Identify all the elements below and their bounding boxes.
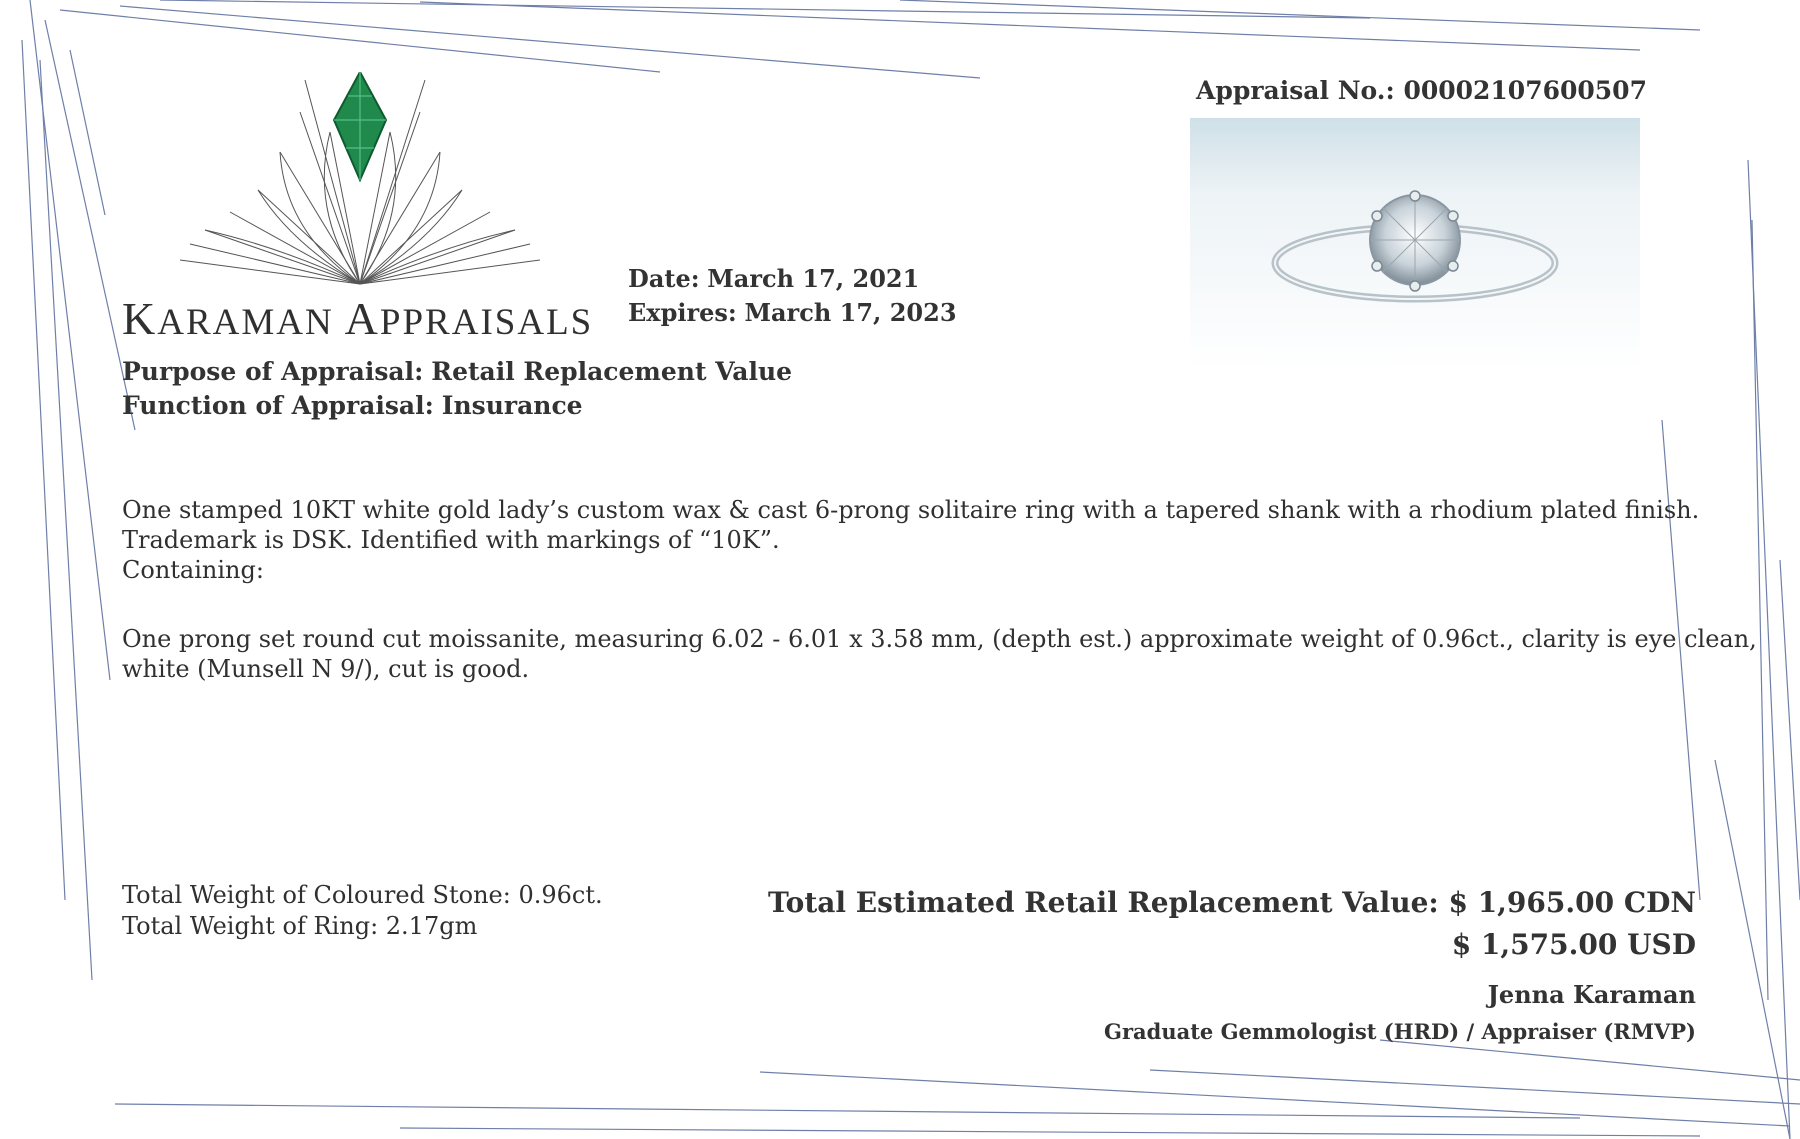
coloured-stone-weight: Total Weight of Coloured Stone: 0.96ct. <box>122 881 603 909</box>
value-cdn: $ 1,965.00 CDN <box>1448 886 1696 919</box>
expires-label: Expires: <box>628 298 737 327</box>
weight-totals <box>122 880 603 942</box>
value-usd: $ 1,575.00 USD <box>1451 928 1696 961</box>
appraiser-name: Jenna Karaman <box>1487 980 1696 1009</box>
description-line: One stamped 10KT white gold lady’s custom wax & cast 6-prong solitaire ring with a tapered shank with a rhodium plated finish. <box>122 496 1700 524</box>
replacement-value-block <box>768 882 1696 1044</box>
appraisal-no-value: 00002107600507 <box>1403 76 1647 105</box>
ring-description <box>122 495 1699 585</box>
purpose-value: Retail Replacement Value <box>431 357 793 386</box>
ring-photo <box>1190 118 1640 370</box>
expires-value: March 17, 2023 <box>744 298 957 327</box>
stone-description <box>122 624 1757 684</box>
date-value: March 17, 2021 <box>707 264 920 293</box>
appraiser-title: Graduate Gemmologist (HRD) / Appraiser (RMVP) <box>1104 1019 1696 1044</box>
stone-line: One prong set round cut moissanite, measuring 6.02 - 6.01 x 3.58 mm, (depth est.) approximate weight of 0.96ct., clarity is eye clean, <box>122 625 1757 653</box>
brand-name: KARAMAN APPRAISALS <box>122 293 594 344</box>
appraisal-number <box>1196 76 1647 105</box>
function-value: Insurance <box>441 391 583 420</box>
date-label: Date: <box>628 264 700 293</box>
ring-weight: Total Weight of Ring: 2.17gm <box>122 912 478 940</box>
appraisal-no-label: Appraisal No.: <box>1196 76 1395 105</box>
stone-line: white (Munsell N 9/), cut is good. <box>122 655 530 683</box>
value-label: Total Estimated Retail Replacement Value: <box>768 886 1439 919</box>
function-label: Function of Appraisal: <box>122 391 434 420</box>
description-line: Trademark is DSK. Identified with markings of “10K”. <box>122 526 780 554</box>
logo-emblem <box>160 72 560 302</box>
purpose-label: Purpose of Appraisal: <box>122 357 424 386</box>
purpose-block <box>122 355 792 423</box>
description-line: Containing: <box>122 556 264 584</box>
date-block <box>628 262 957 330</box>
